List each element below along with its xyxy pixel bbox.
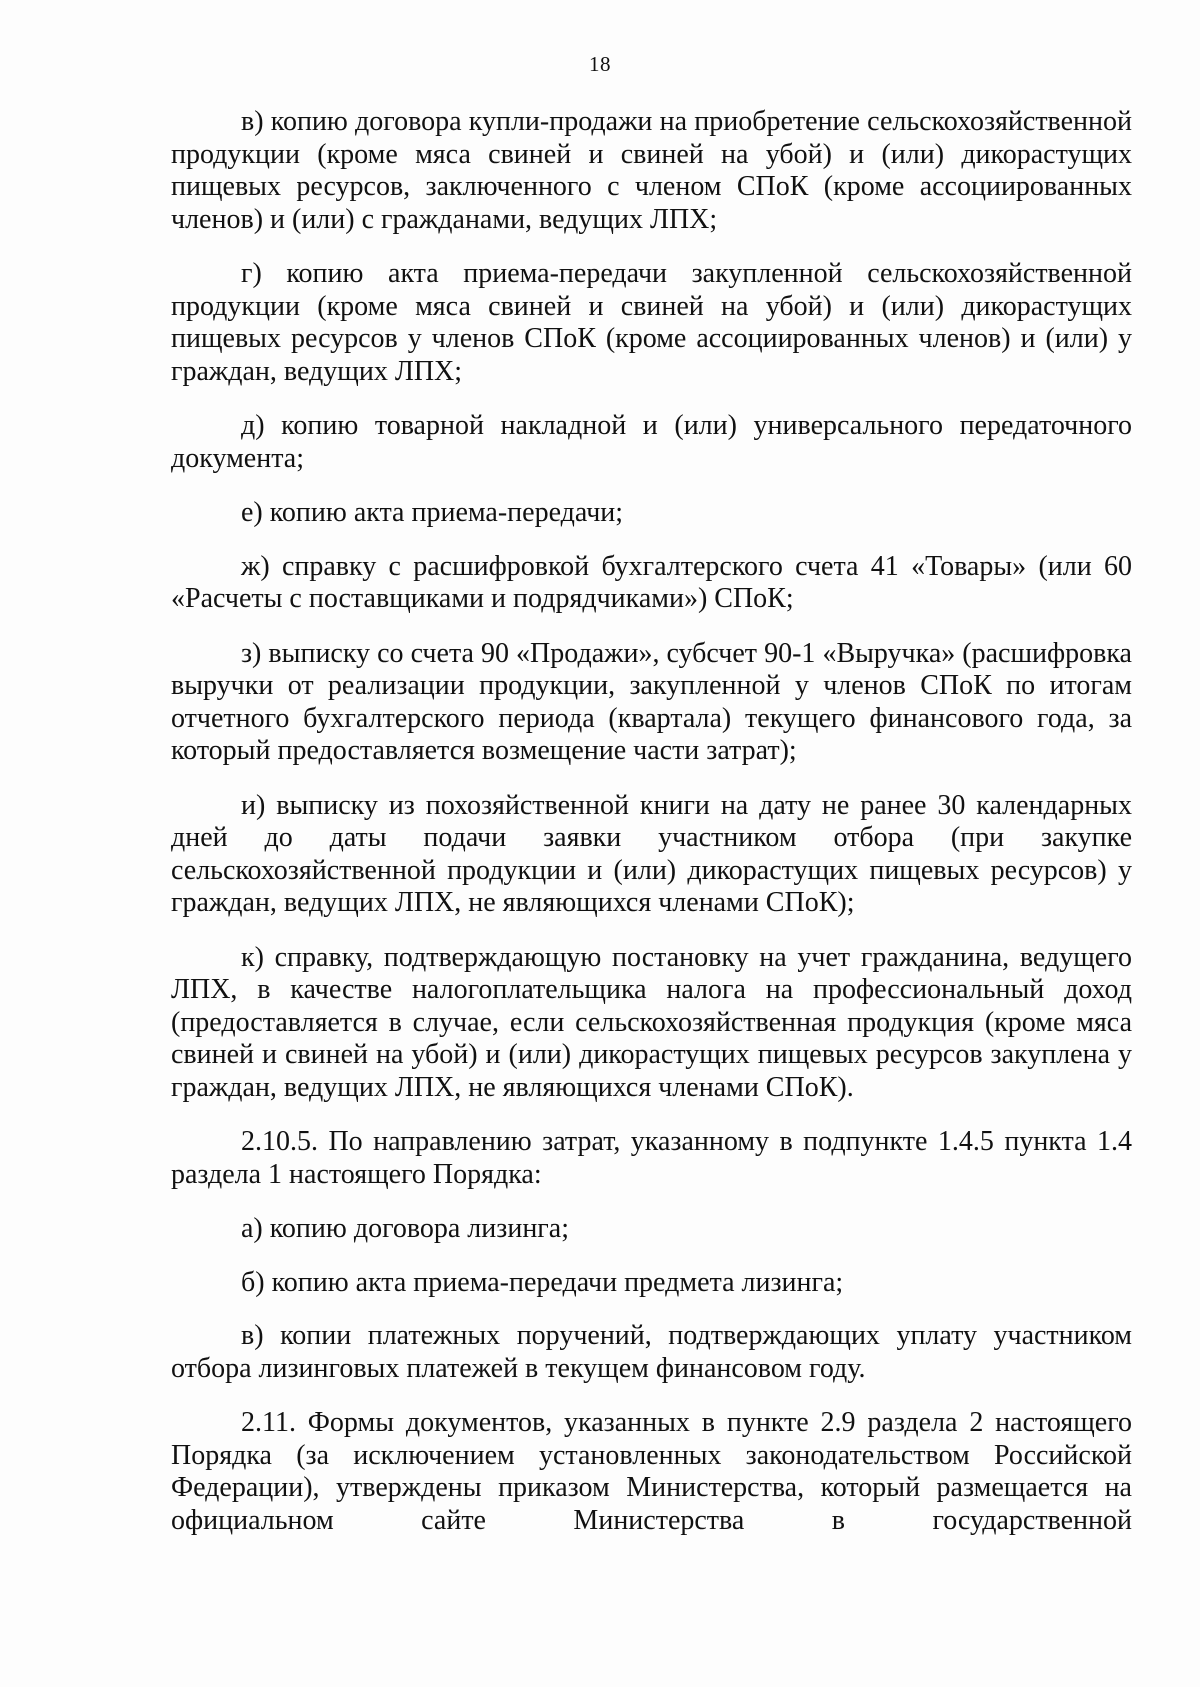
document-body xyxy=(171,106,1132,1559)
paragraph-section-2-11: 2.11. Формы документов, указанных в пункте 2.9 раздела 2 настоящего Порядка (за исключением установленных законодательством Российской Федерации), утверждены приказом Министерства, который размещается на официальном сайте Министерства в государственной xyxy=(171,1407,1132,1536)
page-number: 18 xyxy=(589,52,611,76)
paragraph-item-z: з) выписку со счета 90 «Продажи», субсчет 90-1 «Выручка» (расшифровка выручки от реализации продукции, закупленной у членов СПоК по итогам отчетного бухгалтерского периода (квартала) текущего финансового года, за который предоставляется возмещение части затрат); xyxy=(171,637,1132,766)
paragraph-item-a: а) копию договора лизинга; xyxy=(241,1213,569,1244)
paragraph-item-b: б) копию акта приема-передачи предмета лизинга; xyxy=(241,1266,844,1298)
paragraph-item-i: и) выписку из похозяйственной книги на дату не ранее 30 календарных дней до даты подачи заявки участником отбора (при закупке сельскохозяйственной продукции и (или) дикорастущих пищевых ресурсов) у граждан, ведущих ЛПХ, не являющихся членами СПоК); xyxy=(171,789,1132,918)
paragraph-item-v: в) копию договора купли-продажи на приобретение сельскохозяйственной продукции (кроме мяса свиней и свиней на убой) и (или) дикорастущих пищевых ресурсов, заключенного с членом СПоК (кроме ассоциированных членов) и (или) с гражданами, ведущих ЛПХ; xyxy=(171,106,1132,235)
paragraph-item-g: г) копию акта приема-передачи закупленной сельскохозяйственной продукции (кроме мяса свиней и свиней на убой) и (или) дикорастущих пищевых ресурсов у членов СПоК (кроме ассоциированных членов) и (или) у граждан, ведущих ЛПХ; xyxy=(171,258,1132,387)
paragraph-item-k: к) справку, подтверждающую постановку на учет гражданина, ведущего ЛПХ, в качестве налогоплательщика налога на профессиональный доход (предоставляется в случае, если сельскохозяйственная продукция (кроме мяса свиней и свиней на убой) и (или) дикорастущих пищевых ресурсов закуплена у граждан, ведущих ЛПХ, не являющихся членами СПоК). xyxy=(171,941,1132,1103)
paragraph-section-2-10-5: 2.10.5. По направлению затрат, указанному в подпункте 1.4.5 пункта 1.4 раздела 1 настоящего Порядка: xyxy=(171,1126,1132,1190)
paragraph-item-zh: ж) справку с расшифровкой бухгалтерского счета 41 «Товары» (или 60 «Расчеты с поставщиками и подрядчиками») СПоК; xyxy=(171,550,1132,614)
paragraph-item-d: д) копию товарной накладной и (или) универсального передаточного документа; xyxy=(171,410,1132,474)
paragraph-item-e: е) копию акта приема-передачи; xyxy=(241,497,624,528)
paragraph-item-v-leasing: в) копии платежных поручений, подтверждающих уплату участником отбора лизинговых платежей в текущем финансовом году. xyxy=(171,1320,1132,1384)
